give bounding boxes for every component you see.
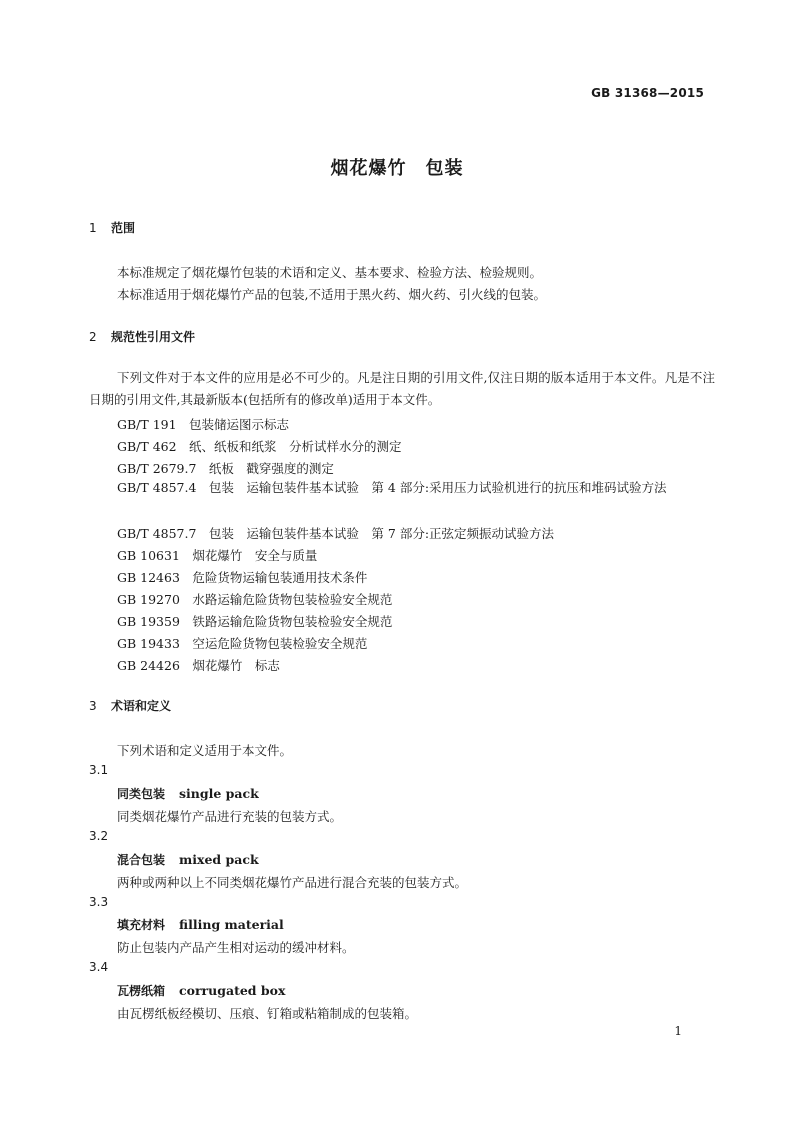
standard-code: GB 31368—2015 <box>591 86 704 100</box>
term-chinese: 填充材料 <box>117 918 166 932</box>
section-heading-scope <box>89 219 135 236</box>
page-number: 1 <box>674 1024 682 1038</box>
document-title: 烟花爆竹 包装 <box>330 158 464 179</box>
term-number: 3.1 <box>89 763 109 777</box>
section-number: 2 <box>89 330 97 344</box>
reference-item: GB 19270 水路运输危险货物包装检验安全规范 <box>117 592 393 607</box>
reference-item: GB/T 4857.4 包装 运输包装件基本试验 第 4 部分:采用压力试验机进行的抗压和堆码试验方法 <box>117 480 667 495</box>
section-heading-normative-references <box>89 328 195 345</box>
reference-item: GB/T 4857.7 包装 运输包装件基本试验 第 7 部分:正弦定频振动试验方法 <box>117 526 555 541</box>
section-title: 术语和定义 <box>111 699 172 713</box>
term-number: 3.2 <box>89 829 109 843</box>
reference-item: GB/T 191 包装储运图示标志 <box>117 417 290 432</box>
term-number: 3.4 <box>89 960 109 974</box>
paragraph: 下列术语和定义适用于本文件。 <box>117 743 293 758</box>
section-title: 范围 <box>111 221 136 235</box>
term-english: corrugated box <box>179 983 286 998</box>
section-title: 规范性引用文件 <box>111 330 196 344</box>
reference-item: GB/T 462 纸、纸板和纸浆 分析试样水分的测定 <box>117 439 402 454</box>
reference-item: GB 10631 烟花爆竹 安全与质量 <box>117 548 318 563</box>
paragraph: 本标准适用于烟花爆竹产品的包装,不适用于黑火药、烟火药、引火线的包装。 <box>117 287 546 302</box>
term-heading <box>117 916 284 933</box>
term-english: filling material <box>179 917 284 932</box>
term-definition: 由瓦楞纸板经模切、压痕、钉箱或粘箱制成的包装箱。 <box>117 1006 418 1021</box>
reference-item: GB 19359 铁路运输危险货物包装检验安全规范 <box>117 614 393 629</box>
reference-item: GB/T 2679.7 纸板 戳穿强度的测定 <box>117 461 334 476</box>
paragraph: 下列文件对于本文件的应用是必不可少的。凡是注日期的引用文件,仅注日期的版本适用于本文件。凡是不注日期的引用文件,其最新版本(包括所有的修改单)适用于本文件。 <box>89 370 715 407</box>
term-english: single pack <box>179 786 259 801</box>
term-chinese: 混合包装 <box>117 853 166 867</box>
term-chinese: 同类包装 <box>117 787 166 801</box>
reference-item: GB 19433 空运危险货物包装检验安全规范 <box>117 636 368 651</box>
reference-item: GB 24426 烟花爆竹 标志 <box>117 658 280 673</box>
term-heading <box>117 982 285 999</box>
term-definition: 两种或两种以上不同类烟花爆竹产品进行混合充装的包装方式。 <box>117 875 468 890</box>
section-number: 3 <box>89 699 97 713</box>
term-chinese: 瓦楞纸箱 <box>117 984 166 998</box>
term-english: mixed pack <box>179 852 259 867</box>
reference-item: GB 12463 危险货物运输包装通用技术条件 <box>117 570 368 585</box>
term-definition: 防止包装内产品产生相对运动的缓冲材料。 <box>117 940 355 955</box>
term-number: 3.3 <box>89 895 109 909</box>
term-heading <box>117 851 259 868</box>
term-heading <box>117 785 259 802</box>
section-number: 1 <box>89 221 97 235</box>
paragraph: 本标准规定了烟花爆竹包装的术语和定义、基本要求、检验方法、检验规则。 <box>117 265 543 280</box>
term-definition: 同类烟花爆竹产品进行充装的包装方式。 <box>117 809 343 824</box>
section-heading-terms-definitions <box>89 697 171 714</box>
